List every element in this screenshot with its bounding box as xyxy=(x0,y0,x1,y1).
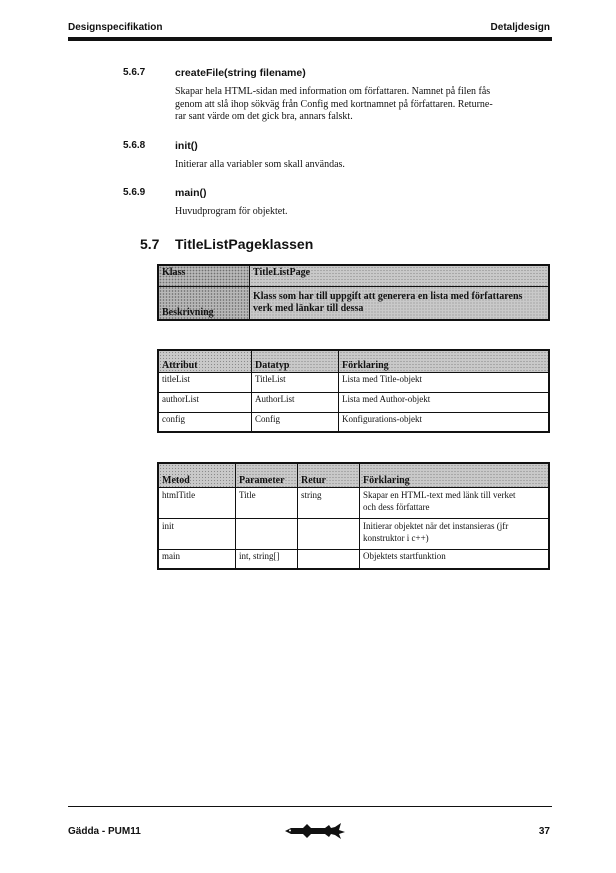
page-number: 37 xyxy=(538,826,550,837)
table-row xyxy=(158,487,549,518)
section-title: main() xyxy=(175,187,207,199)
section-number: 5.6.8 xyxy=(123,140,146,151)
description-value-cell xyxy=(250,286,550,320)
section-number: 5.6.9 xyxy=(123,187,146,198)
paragraph-line: rar sant värde om det gick bra, annars falskt. xyxy=(175,111,353,122)
table-cell: string xyxy=(298,487,360,518)
table-row xyxy=(158,412,549,432)
section-paragraph xyxy=(175,86,493,124)
table-cell xyxy=(236,518,298,549)
table-cell: Title xyxy=(236,487,298,518)
table-cell: htmlTitle xyxy=(158,487,236,518)
attr-header-cell: Förklaring xyxy=(339,350,550,372)
class-label-cell: Klass xyxy=(158,265,250,286)
table-cell: int, string[] xyxy=(236,549,298,569)
table-cell: TitleList xyxy=(252,372,339,392)
method-header-cell: Förklaring xyxy=(360,463,550,487)
method-header-cell: Metod xyxy=(158,463,236,487)
table-row xyxy=(158,518,549,549)
table-row xyxy=(158,372,549,392)
attr-header-cell: Datatyp xyxy=(252,350,339,372)
table-cell: Lista med Title-objekt xyxy=(339,372,550,392)
header-right: Detaljdesign xyxy=(490,22,550,33)
table-cell: init xyxy=(158,518,236,549)
table-row xyxy=(158,392,549,412)
section-number: 5.6.7 xyxy=(123,67,146,78)
footer-rule xyxy=(68,806,552,807)
description-line: verk med länkar till dessa xyxy=(253,302,364,314)
section-paragraph: Initierar alla variabler som skall användas. xyxy=(175,159,345,170)
header-left: Designspecifikation xyxy=(68,22,163,33)
cell-line: konstruktor i c++) xyxy=(363,532,429,543)
table-row xyxy=(158,549,549,569)
table-cell xyxy=(360,487,550,518)
header-rule xyxy=(68,37,552,41)
table-cell: Konfigurations-objekt xyxy=(339,412,550,432)
description-label-cell: Beskrivning xyxy=(158,286,250,320)
table-cell xyxy=(298,518,360,549)
section-title: createFile(string filename) xyxy=(175,67,306,79)
table-cell: Objektets startfunktion xyxy=(360,549,550,569)
cell-line: Initierar objektet när det instansieras (jfr xyxy=(363,520,509,531)
cell-line: Skapar en HTML-text med länk till verket xyxy=(363,489,516,500)
paragraph-line: Skapar hela HTML-sidan med information om författaren. Namnet på filen fås xyxy=(175,86,491,97)
class-value-cell: TitleListPage xyxy=(250,265,550,286)
table-cell: authorList xyxy=(158,392,252,412)
table-cell: AuthorList xyxy=(252,392,339,412)
table-cell: Lista med Author-objekt xyxy=(339,392,550,412)
table-cell: titleList xyxy=(158,372,252,392)
table-cell: main xyxy=(158,549,236,569)
paragraph-line: genom att slå ihop sökväg från Config med kortnamnet på författaren. Returne- xyxy=(175,98,493,110)
section-title: TitleListPageklassen xyxy=(175,236,314,252)
table-cell: config xyxy=(158,412,252,432)
pike-fish-logo-icon xyxy=(283,820,347,842)
table-cell xyxy=(360,518,550,549)
cell-line: och dess författare xyxy=(363,501,430,512)
method-table xyxy=(157,462,550,570)
method-header-cell: Retur xyxy=(298,463,360,487)
section-number: 5.7 xyxy=(140,236,160,252)
table-cell: Config xyxy=(252,412,339,432)
footer-left: Gädda - PUM11 xyxy=(68,826,141,837)
table-cell xyxy=(298,549,360,569)
class-table xyxy=(157,264,550,321)
method-header-cell: Parameter xyxy=(236,463,298,487)
attr-header-cell: Attribut xyxy=(158,350,252,372)
attribute-table xyxy=(157,349,550,433)
section-title: init() xyxy=(175,140,198,152)
description-line: Klass som har till uppgift att generera en lista med författarens xyxy=(253,290,523,302)
section-paragraph: Huvudprogram för objektet. xyxy=(175,206,288,217)
